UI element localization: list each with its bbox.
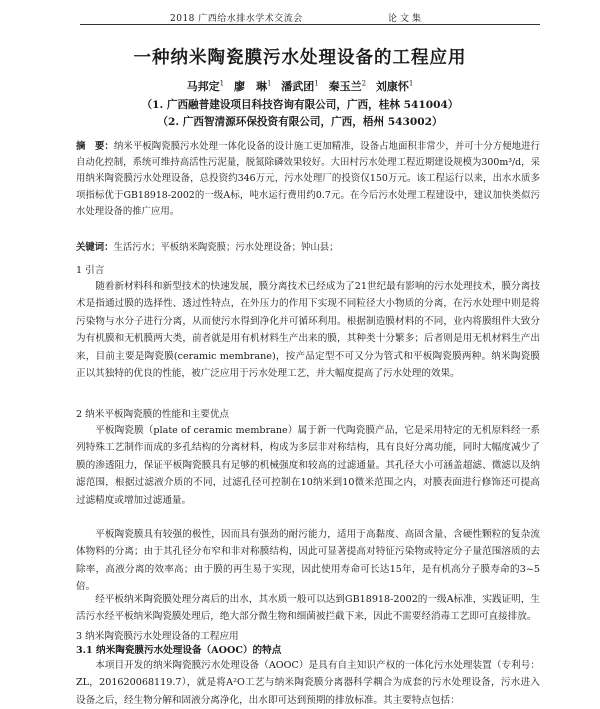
- abstract-label: 摘 要：: [76, 141, 114, 152]
- section-heading-engineering-application: 3 纳米陶瓷膜污水处理设备的工程应用: [76, 631, 239, 642]
- abstract-text: 纳米平板陶瓷膜污水处理一体化设备的设计施工更加精准，设备占地面积非常少，并可十分方便地进行自动化控制，系统可维持高活性污泥量，脱氮除磷效果较好。大田村污水处理工程近期建设规模为300m³/d，采用纳米陶瓷膜污水处理设备，总投资约346万元，污水处理厂的投资仅150万元。该工程运行以来，出水水质多项指标优于GB18918-2002的一级A标，吨水运行费用约0.7元。在今后污水处理工程建设中，建议加快类似污水处理设备的推广应用。: [76, 141, 540, 217]
- section-heading-membrane-performance: 2 纳米平板陶瓷膜的性能和主要优点: [76, 409, 230, 420]
- conference-name: 2018 广西给水排水学术交流会: [170, 14, 303, 24]
- keywords: [76, 239, 540, 253]
- subsection-heading-aooc-features: 3.1 纳米陶瓷膜污水处理设备（AOOC）的特点: [76, 645, 282, 656]
- collection-label: 论文集: [388, 14, 425, 24]
- paragraph-introduction: 随着新材料科和新型技术的快速发展，膜分离技术已经成为了21世纪最有影响的污水处理技术，膜分离技术是指通过膜的选择性、透过性特点，在外压力的作用下实现不同粒径大小物质的分离，在污水处理中则是将污染物与水分子进行分离，从而使污水得到净化并可循环利用。根据制造膜材料的不同，业内将膜组件大致分为有机膜和无机膜两大类，前者就是用有机材料生产出来的膜，其种类十分繁多；后者则是用无机材料生产出来，目前主要是陶瓷膜(ceramic membrane)，按产品定型不可又分为管式和平板陶瓷膜两种。纳米陶瓷膜正以其独特的优良的性能，被广泛应用于污水处理工艺，并大幅度提高了污水处理的效果。: [76, 281, 540, 380]
- paragraph-membrane-description: 平板陶瓷膜（plate of ceramic membrane）属于新一代陶瓷膜产品，它是采用特定的无机原料经一系列特殊工艺制作而成的多孔结构的分离材料，构成为多层非对称结构，具有良好分离功能，同时大幅度减少了膜的渗透阻力，保证平板陶瓷膜具有足够的机械强度和较高的过滤通量。其孔径大小可涵盖超滤、微滤以及纳滤范围，根据过滤液介质的不同，过滤孔径可控制在10纳米到10微米范围之内，对膜表面进行修饰还可提高过滤精度或增加过滤通量。: [76, 425, 540, 506]
- paragraph-effluent-quality: 经平板纳米陶瓷膜处理分离后的出水，其水质一般可以达到GB18918-2002的一级A标准，实践证明，生活污水经平板纳米陶瓷膜处理后，绝大部分微生物和细菌被拦截下来，因此不需要经消毒工艺即可直接排放。: [76, 594, 540, 623]
- affiliation-2: （2. 广西智清源环保投资有限公司，广西，梧州 543002）: [157, 116, 443, 128]
- paragraph-aooc-description: 本项目开发的纳米陶瓷膜污水处理设备（AOOC）是具有自主知识产权的一体化污水处理装置（专利号：ZL，201620068119.7），就是将A²O工艺与纳米陶瓷膜分离器科学耦合为成套的污水处理设备，污水进入设备之后，经生物分解和固液分离净化，出水即可达到预期的排放标准。其主要特点包括：: [76, 660, 540, 706]
- header-rule: [80, 24, 540, 25]
- keywords-text: 生活污水；平板纳米陶瓷膜；污水处理设备；钟山县；: [113, 242, 339, 253]
- abstract: [76, 139, 540, 220]
- keywords-label: 关键词：: [76, 242, 114, 253]
- author: 刘康怀$^1$: [375, 79, 414, 93]
- author: 马邦定$^1$: [186, 79, 225, 93]
- affiliation-1: （1. 广西融普建设项目科技咨询有限公司，广西，桂林 541004）: [141, 99, 459, 111]
- author-list: [0, 78, 600, 94]
- author: 潘武团$^1$: [281, 79, 319, 93]
- paper-title: 一种纳米陶瓷膜污水处理设备的工程应用: [133, 48, 467, 68]
- running-header: [0, 9, 600, 25]
- author: 廖 琳$^1$: [233, 79, 272, 93]
- paragraph-membrane-advantages: 平板陶瓷膜具有较强的极性，因而具有强劲的耐污能力，适用于高黏度、高固含量、含硬性颗粒的复杂流体物料的分离；由于其孔径分布窄和非对称膜结构，因此可显著提高对特征污染物或特定分子量范围溶质的去除率，高液分离的效率高；由于膜的再生易于实现，因此使用寿命可长达15年，是有机高分子膜寿命的3~5倍。: [76, 529, 540, 593]
- author: 秦玉兰$^2$: [328, 79, 367, 93]
- section-heading-introduction: 1 引言: [76, 265, 105, 276]
